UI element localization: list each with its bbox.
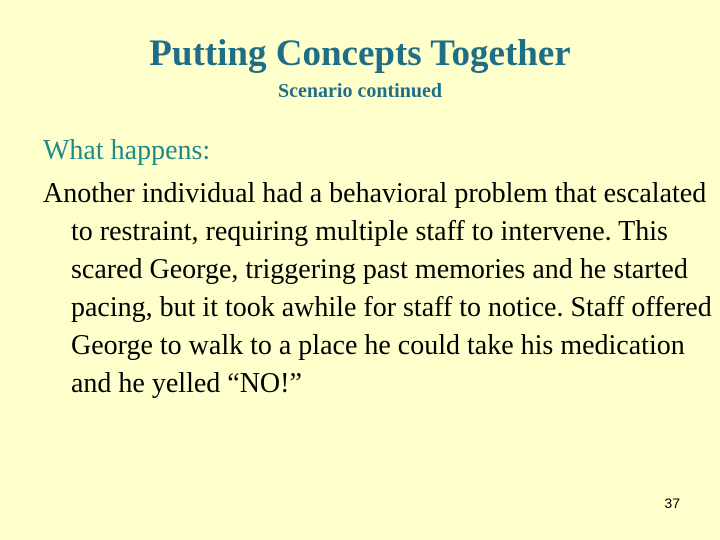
- slide-subtitle: Scenario continued: [278, 80, 442, 102]
- body-paragraph: Another individual had a behavioral problem that escalated to restraint, requiring multiple staff to intervene. This scared George, triggering past memories and he started pacing, but it took awhile for staff to notice. Staff offered George to walk to a place he could take his medication and he yelled “NO!”: [43, 178, 712, 399]
- section-heading: What happens:: [43, 135, 211, 166]
- slide-title: Putting Concepts Together: [149, 33, 571, 74]
- page-number: 37: [664, 495, 680, 511]
